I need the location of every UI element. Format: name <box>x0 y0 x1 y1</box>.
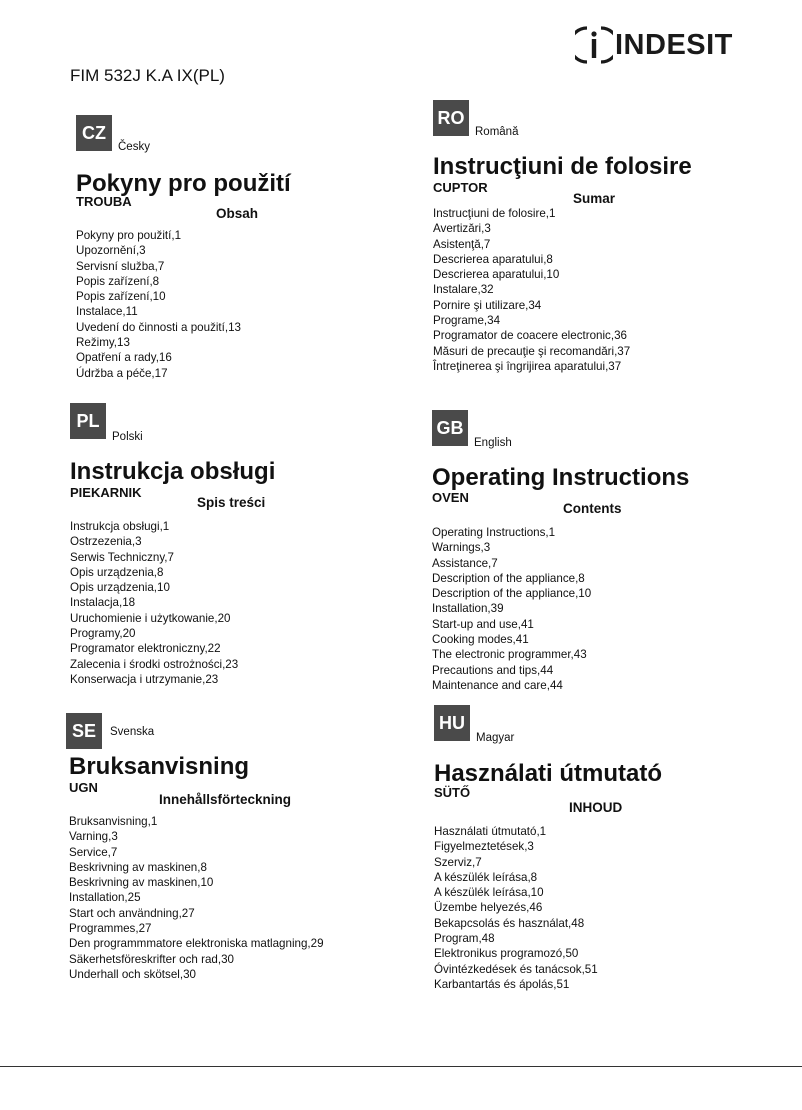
list-item: Bruksanvisning,1 <box>69 815 158 828</box>
section-subtitle: PIEKARNIK <box>70 485 142 500</box>
lang-badge-se: SE <box>66 713 102 749</box>
section-title: Pokyny pro použití <box>76 170 291 197</box>
list-item: Zalecenia i środki ostrożności,23 <box>70 657 239 671</box>
section-subtitle: OVEN <box>432 490 469 505</box>
contents-list <box>432 525 591 693</box>
list-item: Avertizări,3 <box>433 222 491 236</box>
language-name: English <box>474 437 512 449</box>
list-item: Programy,20 <box>70 627 136 641</box>
indesit-logo <box>575 22 735 68</box>
list-item: Opatření a rady,16 <box>76 351 172 365</box>
list-item: Instalace,11 <box>76 305 138 319</box>
list-item: Măsuri de precauţie şi recomandări,37 <box>433 344 631 358</box>
lang-badge-pl: PL <box>70 403 106 439</box>
list-item: Režimy,13 <box>76 336 130 350</box>
contents-list <box>69 814 324 982</box>
list-item: Start och användning,27 <box>69 906 195 920</box>
list-item: A készülék leírása,10 <box>434 886 544 900</box>
list-item: Instrucţiuni de folosire,1 <box>433 207 556 220</box>
contents-title: Spis treści <box>197 495 266 510</box>
list-item: Üzembe helyezés,46 <box>434 901 543 915</box>
list-item: Figyelmeztetések,3 <box>434 840 534 854</box>
list-item: Popis zařízení,10 <box>76 290 166 304</box>
model-number: FIM 532J K.A IX(PL) <box>70 66 225 85</box>
language-name: Magyar <box>476 732 515 744</box>
list-item: Maintenance and care,44 <box>432 678 563 692</box>
lang-badge-hu: HU <box>434 705 470 741</box>
list-item: Installation,25 <box>69 891 141 905</box>
section-subtitle: SÜTŐ <box>434 785 471 800</box>
language-name: Česky <box>118 141 150 153</box>
list-item: Description of the appliance,10 <box>432 587 592 601</box>
list-item: Programator elektroniczny,22 <box>70 642 221 656</box>
lang-badge-ro: RO <box>433 100 469 136</box>
contents-list <box>76 228 241 381</box>
brand-name: INDESIT <box>615 29 733 61</box>
list-item: Säkerhetsföreskrifter och rad,30 <box>69 952 234 966</box>
contents-title: Innehållsförteckning <box>159 792 292 807</box>
list-item: Upozornění,3 <box>76 244 146 258</box>
list-item: Beskrivning av maskinen,8 <box>69 860 207 874</box>
list-item: Opis urządzenia,10 <box>70 581 170 595</box>
contents-title: INHOUD <box>569 800 623 815</box>
list-item: Installation,39 <box>432 602 504 616</box>
list-item: Asistenţă,7 <box>433 237 491 251</box>
list-item: Ostrzezenia,3 <box>70 535 142 549</box>
list-item: Întreţinerea şi îngrijirea aparatului,37 <box>433 359 622 373</box>
list-item: Descrierea aparatului,10 <box>433 268 560 282</box>
list-item: Underhall och skötsel,30 <box>69 967 196 981</box>
lang-badge-gb: GB <box>432 410 468 446</box>
list-item: Cooking modes,41 <box>432 633 529 647</box>
list-item: Óvintézkedések és tanácsok,51 <box>434 962 598 976</box>
indesit-logo-icon <box>575 22 613 68</box>
section-title: Instrukcja obsługi <box>70 458 276 485</box>
contents-title: Contents <box>563 501 622 516</box>
list-item: Programmes,27 <box>69 922 152 936</box>
contents-title: Obsah <box>216 206 259 221</box>
list-item: Operating Instructions,1 <box>432 526 556 539</box>
list-item: Szerviz,7 <box>434 855 482 869</box>
language-name: Polski <box>112 431 143 443</box>
list-item: The electronic programmer,43 <box>432 648 587 662</box>
contents-list <box>434 824 598 992</box>
list-item: Serwis Techniczny,7 <box>70 550 174 564</box>
list-item: Instalare,32 <box>433 283 494 297</box>
contents-title: Sumar <box>573 191 616 206</box>
list-item: Programator de coacere electronic,36 <box>433 329 627 343</box>
list-item: Instalacja,18 <box>70 596 136 610</box>
list-item: Service,7 <box>69 845 118 859</box>
list-item: Beskrivning av maskinen,10 <box>69 876 214 890</box>
list-item: Den programmmatore elektroniska matlagning,29 <box>69 937 324 951</box>
list-item: A készülék leírása,8 <box>434 870 538 884</box>
footer-divider <box>0 1066 802 1067</box>
section-subtitle: UGN <box>69 780 98 795</box>
contents-list <box>70 519 238 687</box>
list-item: Start-up and use,41 <box>432 617 534 631</box>
list-item: Elektronikus programozó,50 <box>434 947 579 961</box>
section-subtitle: CUPTOR <box>433 180 488 195</box>
list-item: Opis urządzenia,8 <box>70 565 164 579</box>
language-name: Română <box>475 126 519 138</box>
section-title: Instrucţiuni de folosire <box>433 153 692 180</box>
list-item: Assistance,7 <box>432 556 498 570</box>
list-item: Servisní služba,7 <box>76 259 165 273</box>
list-item: Konserwacja i utrzymanie,23 <box>70 672 219 686</box>
section-subtitle: TROUBA <box>76 194 132 209</box>
list-item: Használati útmutató,1 <box>434 825 547 838</box>
list-item: Pornire şi utilizare,34 <box>433 298 542 312</box>
list-item: Instrukcja obsługi,1 <box>70 520 170 533</box>
list-item: Bekapcsolás és használat,48 <box>434 916 585 930</box>
list-item: Program,48 <box>434 932 495 946</box>
contents-list <box>433 206 630 374</box>
list-item: Varning,3 <box>69 830 118 844</box>
list-item: Údržba a péče,17 <box>76 366 168 380</box>
list-item: Karbantartás és ápolás,51 <box>434 977 570 991</box>
list-item: Description of the appliance,8 <box>432 571 585 585</box>
list-item: Descrierea aparatului,8 <box>433 252 553 266</box>
section-title: Bruksanvisning <box>69 753 250 780</box>
list-item: Precautions and tips,44 <box>432 663 554 677</box>
list-item: Uruchomienie i użytkowanie,20 <box>70 611 231 625</box>
list-item: Popis zařízení,8 <box>76 274 160 288</box>
section-title: Operating Instructions <box>432 464 690 491</box>
list-item: Pokyny pro použití,1 <box>76 229 182 242</box>
list-item: Warnings,3 <box>432 541 491 555</box>
list-item: Programe,34 <box>433 314 501 328</box>
section-title: Használati útmutató <box>434 760 663 787</box>
list-item: Uvedení do činnosti a použití,13 <box>76 320 241 334</box>
language-name: Svenska <box>110 726 155 738</box>
lang-badge-cz: CZ <box>76 115 112 151</box>
